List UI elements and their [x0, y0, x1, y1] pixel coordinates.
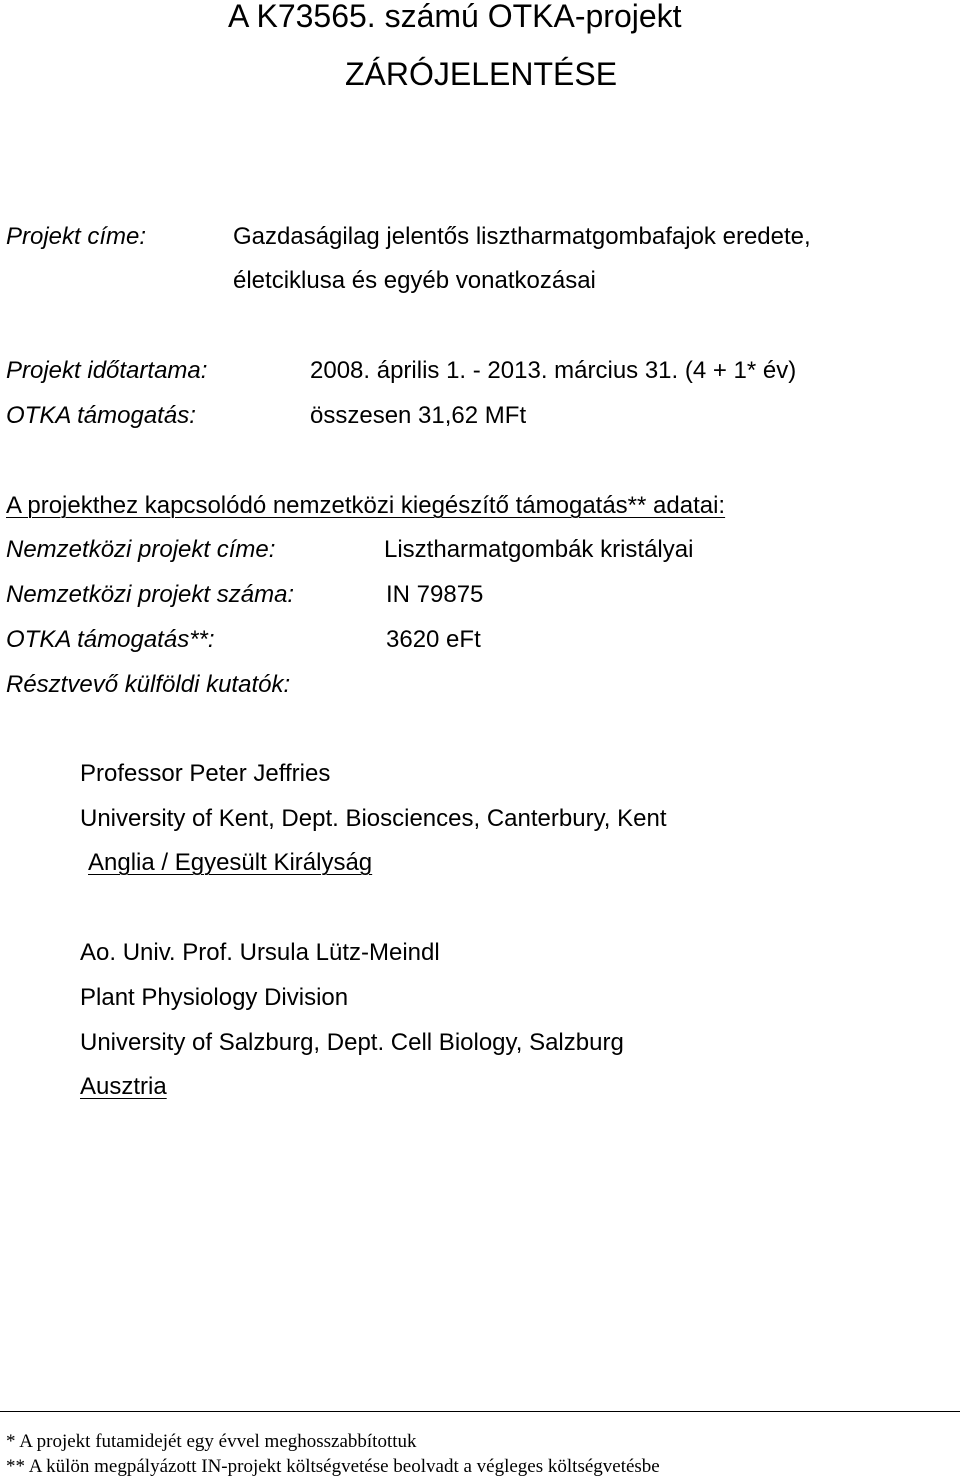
- footnote-2: ** A külön megpályázott IN-projekt költségvetése beolvadt a végleges költségvetésbe: [6, 1456, 660, 1477]
- project-title-label: Projekt címe:: [6, 223, 147, 250]
- researcher-1-name: Professor Peter Jeffries: [80, 760, 331, 787]
- footnote-separator: [0, 1411, 960, 1412]
- international-title-value: Lisztharmatgombák kristályai: [384, 536, 694, 563]
- international-number-label: Nemzetközi projekt száma:: [6, 581, 295, 608]
- report-title-line2: ZÁRÓJELENTÉSE: [345, 56, 618, 92]
- otka-funding-label: OTKA támogatás:: [6, 402, 196, 429]
- researchers-label: Résztvevő külföldi kutatók:: [6, 671, 291, 698]
- project-duration-value: 2008. április 1. - 2013. március 31. (4 + 1* év): [310, 357, 797, 384]
- international-funding-value: 3620 eFt: [386, 626, 481, 653]
- researcher-2-affiliation: University of Salzburg, Dept. Cell Biology, Salzburg: [80, 1029, 624, 1056]
- researcher-2-name: Ao. Univ. Prof. Ursula Lütz-Meindl: [80, 939, 440, 966]
- otka-funding-value: összesen 31,62 MFt: [310, 402, 527, 429]
- international-title-label: Nemzetközi projekt címe:: [6, 536, 276, 563]
- international-heading: A projekthez kapcsolódó nemzetközi kiegészítő támogatás** adatai:: [6, 492, 726, 519]
- project-title-value-line2: életciklusa és egyéb vonatkozásai: [233, 267, 596, 294]
- report-title-line1: A K73565. számú OTKA-projekt: [228, 0, 682, 34]
- researcher-2-division: Plant Physiology Division: [80, 984, 349, 1011]
- researcher-1-affiliation: University of Kent, Dept. Biosciences, Canterbury, Kent: [80, 805, 667, 832]
- project-duration-label: Projekt időtartama:: [6, 357, 208, 384]
- international-funding-label: OTKA támogatás**:: [6, 626, 215, 653]
- researcher-2-country: Ausztria: [80, 1073, 167, 1100]
- project-title-value-line1: Gazdaságilag jelentős lisztharmatgombafajok eredete,: [233, 223, 811, 250]
- international-number-value: IN 79875: [386, 581, 484, 608]
- footnote-1: * A projekt futamidejét egy évvel meghosszabbítottuk: [6, 1431, 417, 1452]
- researcher-1-country: Anglia / Egyesült Királyság: [88, 849, 373, 876]
